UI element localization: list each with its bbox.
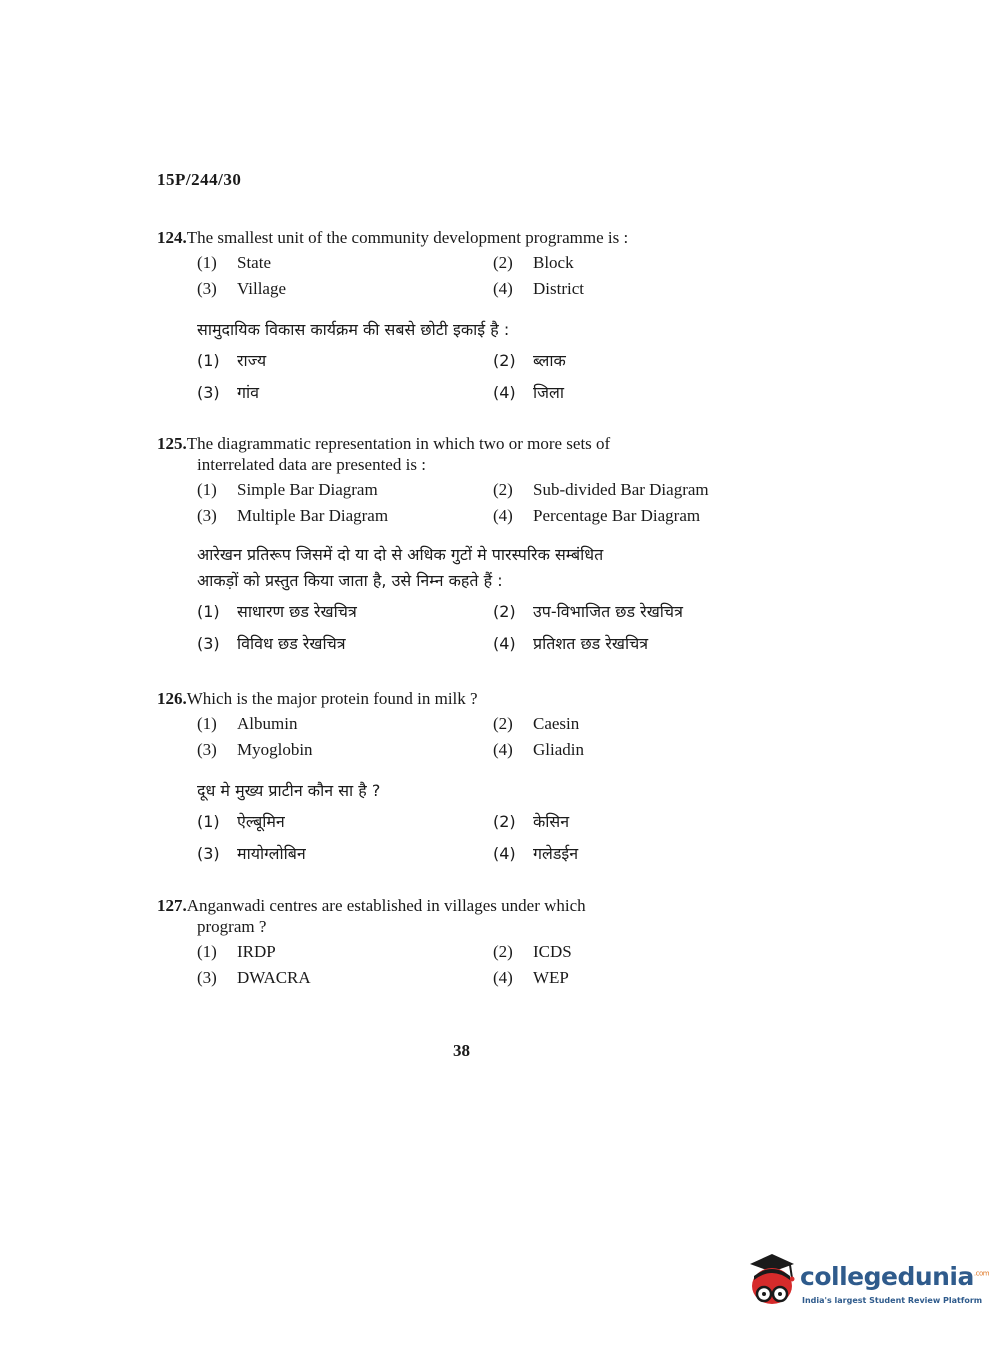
- option-3: (3) Village: [197, 279, 287, 298]
- brand-tagline: India's largest Student Review Platform: [802, 1296, 983, 1305]
- option-1: (1) Simple Bar Diagram: [197, 480, 378, 499]
- option-4: (4) Gliadin: [493, 740, 584, 759]
- question-stem-en-line1: The diagrammatic representation in which two or more sets of: [186, 434, 611, 453]
- options-en: [197, 942, 797, 996]
- brand-name: collegedunia$^{.com}$: [800, 1262, 990, 1291]
- brand-suffix: .com: [973, 1269, 990, 1278]
- question-text: [157, 688, 787, 709]
- option-4: (4) Percentage Bar Diagram: [493, 506, 701, 525]
- option-4: (4) District: [493, 279, 584, 298]
- question-number: 125.: [157, 434, 187, 453]
- options-hi: [197, 810, 797, 872]
- question-stem-hi: सामुदायिक विकास कार्यक्रम की सबसे छोटी इकाई है :: [197, 320, 510, 339]
- question-text: [157, 227, 787, 248]
- options-hi: [197, 600, 797, 662]
- question-stem-hi: दूध मे मुख्य प्राटीन कौन सा है ?: [197, 781, 381, 800]
- options-en: [197, 480, 797, 534]
- question-stem-en-line1: Anganwadi centres are established in villages under which: [186, 896, 586, 915]
- option-1-hi: (1) राज्य: [197, 351, 267, 370]
- question-127: [157, 895, 787, 996]
- question-124: [157, 227, 787, 411]
- option-2: (2) Caesin: [493, 714, 580, 733]
- option-2: (2) Sub-divided Bar Diagram: [493, 480, 709, 499]
- question-126: [157, 688, 787, 872]
- page-number: 38: [453, 1041, 470, 1060]
- question-stem-en: The smallest unit of the community development programme is :: [186, 228, 629, 247]
- question-125: [157, 433, 787, 662]
- option-1: (1) State: [197, 253, 271, 272]
- option-3-hi: (3) गांव: [197, 383, 260, 402]
- option-2-hi: (2) केसिन: [493, 812, 570, 831]
- collegedunia-logo[interactable]: [742, 1250, 990, 1320]
- question-text: [157, 433, 787, 454]
- mascot-icon: [742, 1250, 802, 1312]
- option-3: (3) DWACRA: [197, 968, 311, 987]
- question-stem-en-line2: program ?: [197, 917, 267, 936]
- option-1: (1) Albumin: [197, 714, 298, 733]
- option-2: (2) Block: [493, 253, 574, 272]
- question-number: 126.: [157, 689, 187, 708]
- question-text: [157, 895, 787, 916]
- option-4-hi: (4) जिला: [493, 383, 565, 402]
- page-code: 15P/244/30: [157, 170, 242, 189]
- question-stem-en: Which is the major protein found in milk ?: [186, 689, 478, 708]
- option-4-hi: (4) प्रतिशत छड रेखचित्र: [493, 634, 649, 653]
- question-stem-hi-line2: आकड़ों को प्रस्तुत किया जाता है, उसे निम्न कहते हैं :: [197, 571, 503, 590]
- option-4: (4) WEP: [493, 968, 569, 987]
- option-1-hi: (1) ऐल्बूमिन: [197, 812, 285, 831]
- option-1-hi: (1) साधारण छड रेखचित्र: [197, 602, 357, 621]
- option-3-hi: (3) विविध छड रेखचित्र: [197, 634, 346, 653]
- option-3-hi: (3) मायोग्लोबिन: [197, 844, 306, 863]
- option-2-hi: (2) ब्लाक: [493, 351, 566, 370]
- option-4-hi: (4) गलेडईन: [493, 844, 579, 863]
- options-hi: [197, 349, 797, 411]
- option-2: (2) ICDS: [493, 942, 572, 961]
- question-stem-hi-line1: आरेखन प्रतिरूप जिसमें दो या दो से अधिक गुटों मे पारस्परिक सम्बंधित: [197, 545, 604, 564]
- option-1: (1) IRDP: [197, 942, 276, 961]
- question-stem-en-line2: interrelated data are presented is :: [197, 455, 426, 474]
- option-3: (3) Multiple Bar Diagram: [197, 506, 389, 525]
- option-2-hi: (2) उप-विभाजित छड रेखचित्र: [493, 602, 683, 621]
- option-3: (3) Myoglobin: [197, 740, 313, 759]
- question-number: 124.: [157, 228, 187, 247]
- question-number: 127.: [157, 896, 187, 915]
- options-en: [197, 253, 797, 307]
- options-en: [197, 714, 797, 768]
